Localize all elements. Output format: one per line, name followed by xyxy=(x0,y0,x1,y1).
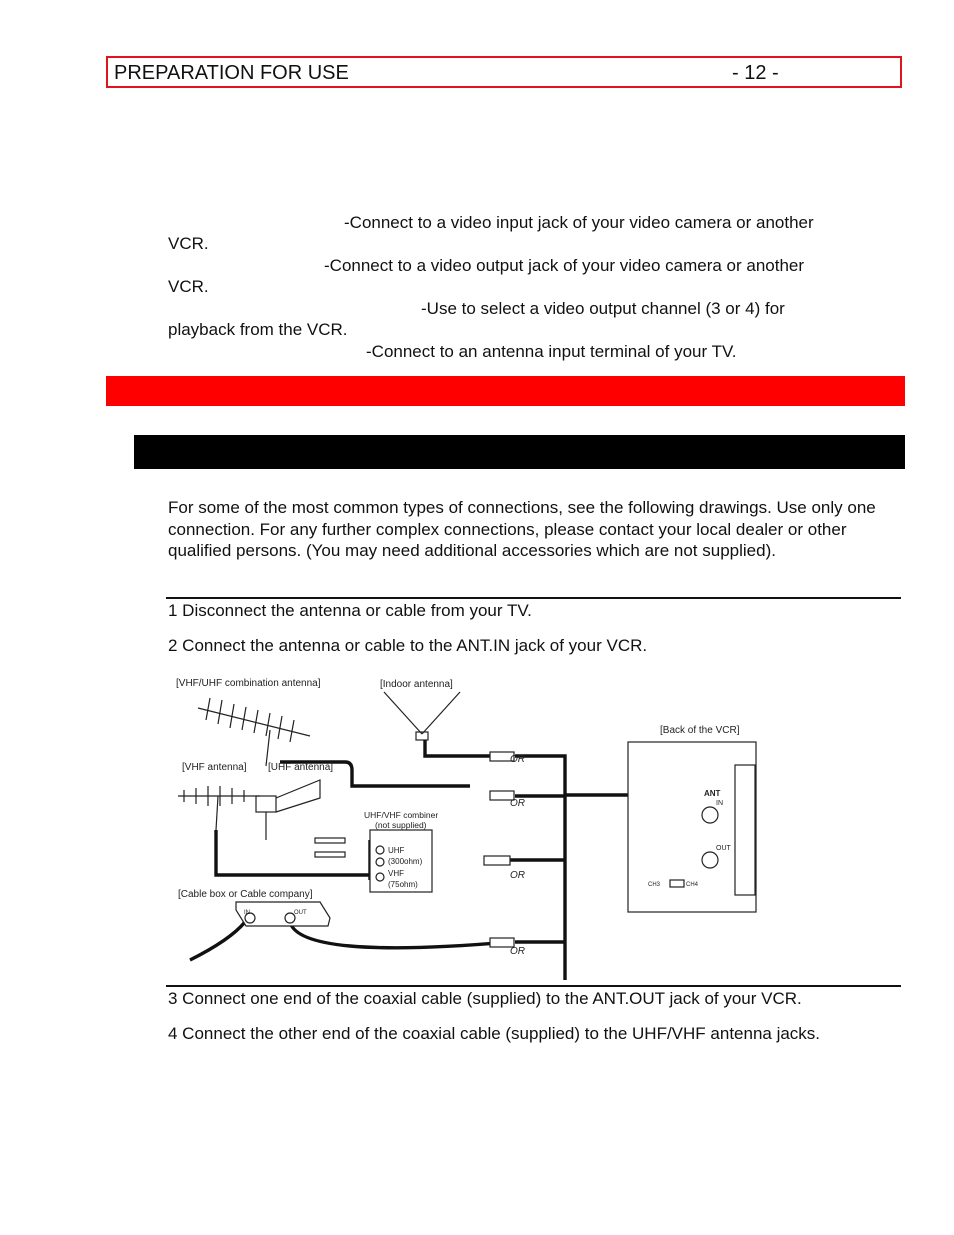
indoor-antenna xyxy=(384,692,460,740)
label-or-4: OR xyxy=(510,946,525,957)
page-header xyxy=(106,56,902,88)
label-in: IN xyxy=(716,800,723,807)
page-number: - 12 - xyxy=(732,62,779,84)
step-2: 2 Connect the antenna or cable to the ANT.IN jack of your VCR. xyxy=(168,636,648,655)
uhf-antenna xyxy=(256,780,320,840)
label-vhf-antenna: [VHF antenna] xyxy=(182,762,247,773)
label-out: OUT xyxy=(716,845,731,852)
label-uhf-ohm: (300ohm) xyxy=(388,857,423,866)
jack-1-desc: -Connect to a video input jack of your video camera or another xyxy=(344,213,814,232)
label-combiner-note: (not supplied) xyxy=(375,820,427,830)
label-box-in: IN xyxy=(244,910,250,916)
label-or-1: OR xyxy=(510,754,525,765)
jack-2-desc: -Connect to a video output jack of your video camera or another xyxy=(324,256,805,275)
jack-1-desc-cont: VCR. xyxy=(168,234,209,253)
label-cable-box: [Cable box or Cable company] xyxy=(178,889,313,900)
label-uhf: UHF xyxy=(388,846,405,855)
label-ch3: CH3 xyxy=(648,882,661,888)
intro-paragraph: For some of the most common types of connections, see the following drawings. Use only one connection. For any further complex connections, please contact your local dealer or other qualified persons. (You may need additional accessories which are not supplied). xyxy=(168,498,876,560)
label-ant: ANT xyxy=(704,789,721,798)
step-1: 1 Disconnect the antenna or cable from your TV. xyxy=(168,601,532,620)
section-title: PREPARATION FOR USE xyxy=(114,62,349,84)
divider xyxy=(166,597,901,599)
label-or-3: OR xyxy=(510,870,525,881)
step-4: 4 Connect the other end of the coaxial cable (supplied) to the UHF/VHF antenna jacks. xyxy=(168,1024,821,1043)
label-combiner: UHF/VHF combiner xyxy=(364,810,439,820)
jack-3-desc: -Use to select a video output channel (3 or 4) for xyxy=(421,299,785,318)
combination-antenna xyxy=(198,698,310,766)
vhf-antenna xyxy=(178,786,260,830)
label-box-out: OUT xyxy=(294,910,307,916)
label-combo-antenna: [VHF/UHF combination antenna] xyxy=(176,678,321,689)
label-vcr-back: [Back of the VCR] xyxy=(660,725,740,736)
label-or-2: OR xyxy=(510,798,525,809)
cables xyxy=(190,740,690,980)
step-3: 3 Connect one end of the coaxial cable (supplied) to the ANT.OUT jack of your VCR. xyxy=(168,989,802,1008)
jack-3-desc-cont: playback from the VCR. xyxy=(168,320,348,339)
label-uhf-antenna: [UHF antenna] xyxy=(268,762,334,773)
divider xyxy=(166,985,901,987)
label-ch4: CH4 xyxy=(686,882,699,888)
label-vhf: VHF xyxy=(388,869,404,878)
connection-diagram xyxy=(170,670,775,980)
jack-2-desc-cont: VCR. xyxy=(168,277,209,296)
label-indoor-antenna: [Indoor antenna] xyxy=(380,679,453,690)
subsection-bar-black xyxy=(134,435,905,469)
jack-4-desc: -Connect to an antenna input terminal of your TV. xyxy=(366,342,737,361)
cable-box xyxy=(236,902,330,926)
section-bar-red xyxy=(106,376,905,406)
label-vhf-ohm: (75ohm) xyxy=(388,880,418,889)
